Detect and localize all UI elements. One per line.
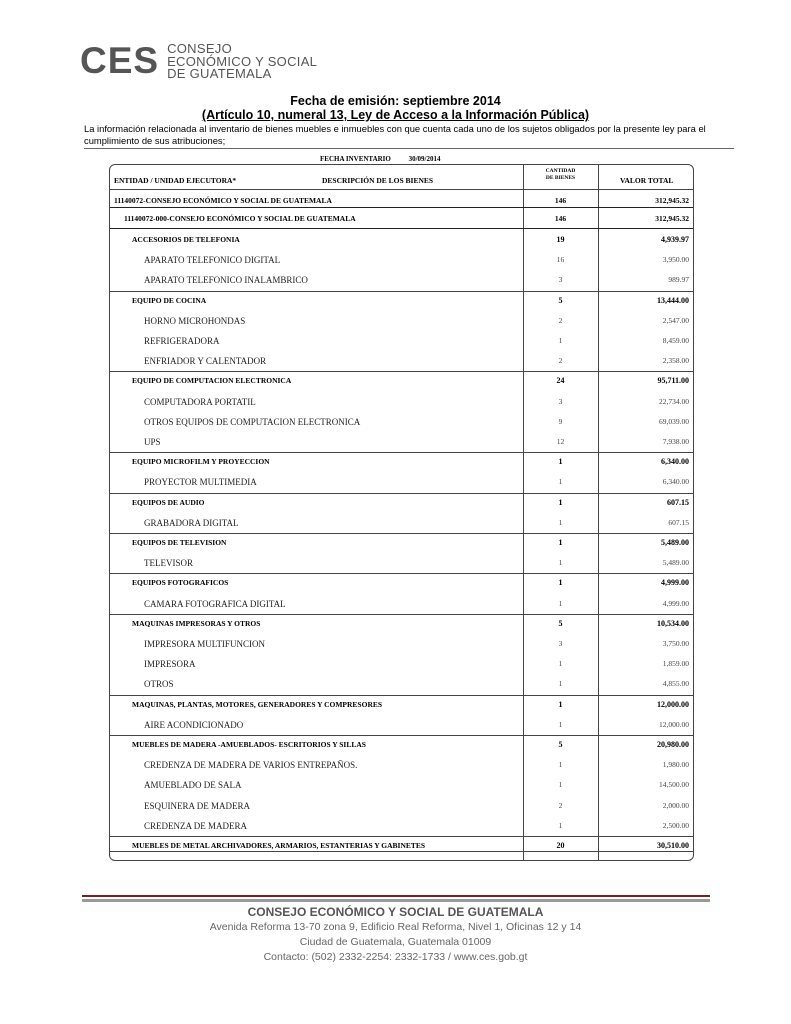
item-value: 4,855.00 — [662, 679, 689, 689]
category-row — [110, 615, 693, 635]
item-value: 2,547.00 — [662, 315, 689, 325]
entity-label: 11140072-000-CONSEJO ECONÓMICO Y SOCIAL DE GUATEMALA — [124, 214, 356, 223]
category-quantity: 1 — [558, 699, 563, 709]
item-quantity: 2 — [558, 800, 563, 810]
ces-logo — [80, 42, 317, 81]
category-row — [110, 837, 693, 857]
item-row — [110, 271, 693, 291]
entity-quantity: 146 — [554, 196, 567, 205]
item-quantity: 1 — [558, 820, 563, 830]
item-row — [110, 433, 693, 453]
category-description: MUEBLES DE METAL ARCHIVADORES, ARMARIOS, ESTANTERIAS Y GABINETES — [132, 841, 426, 850]
col-header-value: VALOR TOTAL — [620, 176, 674, 185]
item-row — [110, 716, 693, 736]
item-quantity: 1 — [558, 760, 563, 770]
category-quantity: 1 — [558, 457, 563, 467]
category-row — [110, 696, 693, 716]
category-description: EQUIPOS DE TELEVISION — [132, 538, 227, 547]
col-header-entity: ENTIDAD / UNIDAD EJECUTORA* — [114, 176, 237, 185]
item-row — [110, 413, 693, 433]
item-row — [110, 675, 693, 695]
category-value: 4,939.97 — [661, 235, 689, 244]
row-rule — [110, 207, 693, 208]
item-quantity: 1 — [558, 679, 563, 689]
item-value: 2,500.00 — [662, 820, 689, 830]
footer-city: Ciudad de Guatemala, Guatemala 01009 — [299, 936, 492, 948]
footer-contact: Contacto: (502) 2332-2254: 2332-1733 / www.ces.gob.gt — [263, 951, 528, 963]
item-description: CAMARA FOTOGRAFICA DIGITAL — [144, 598, 286, 609]
item-value: 1,859.00 — [662, 659, 689, 669]
category-description: EQUIPOS FOTOGRAFICOS — [132, 578, 229, 588]
category-value: 6,340.00 — [661, 457, 689, 467]
inventory-date — [320, 155, 441, 163]
item-row — [110, 595, 693, 615]
category-quantity: 20 — [556, 841, 565, 850]
item-quantity: 2 — [558, 356, 563, 366]
category-description: MAQUINAS, PLANTAS, MOTORES, GENERADORES Y COMPRESORES — [132, 699, 383, 709]
inventory-date-value: 30/09/2014 — [408, 155, 441, 163]
item-row — [110, 332, 693, 352]
category-row — [110, 292, 693, 312]
inventory-table — [109, 164, 694, 861]
item-row — [110, 635, 693, 655]
category-quantity: 1 — [558, 538, 563, 547]
item-description: HORNO MICROHONDAS — [144, 315, 246, 326]
item-description: OTROS EQUIPOS DE COMPUTACION ELECTRONICA — [144, 416, 361, 427]
item-description: CREDENZA DE MADERA DE VARIOS ENTREPAÑOS. — [144, 760, 358, 771]
item-row — [110, 473, 693, 493]
item-row — [110, 797, 693, 817]
row-rule — [110, 228, 693, 229]
item-description: ENFRIADOR Y CALENTADOR — [144, 356, 267, 367]
intro-paragraph: La información relacionada al inventario de bienes muebles e inmuebles con que cuenta cada uno de los sujetos obligados por la presente ley para el cumplimiento de sus atribuciones; — [84, 123, 706, 146]
item-description: AMUEBLADO DE SALA — [144, 780, 242, 791]
item-quantity: 3 — [558, 275, 563, 285]
col-header-description: DESCRIPCIÓN DE LOS BIENES — [322, 176, 434, 185]
category-description: MUEBLES DE MADERA -AMUEBLADOS- ESCRITORIOS Y SILLAS — [132, 740, 366, 749]
item-value: 989.97 — [668, 275, 689, 285]
logo-text — [167, 43, 317, 81]
category-quantity: 19 — [556, 235, 565, 244]
item-row — [110, 251, 693, 271]
item-value: 3,950.00 — [662, 255, 689, 265]
item-value: 1,980.00 — [662, 760, 689, 770]
inventory-date-label: FECHA INVENTARIO — [320, 155, 391, 163]
col-header-quantity-2: DE BIENES — [545, 175, 576, 181]
item-row — [110, 756, 693, 776]
item-description: APARATO TELEFONICO INALAMBRICO — [144, 275, 308, 286]
item-row — [110, 514, 693, 534]
entity-label: 11140072-CONSEJO ECONÓMICO Y SOCIAL DE GUATEMALA — [114, 196, 332, 205]
item-row — [110, 655, 693, 675]
item-value: 14,500.00 — [659, 780, 689, 790]
item-quantity: 16 — [556, 255, 565, 265]
item-value: 4,999.00 — [662, 598, 689, 608]
item-value: 607.15 — [668, 517, 689, 527]
category-value: 10,534.00 — [657, 618, 689, 628]
footer-rule — [82, 895, 710, 897]
category-description: EQUIPOS DE AUDIO — [132, 497, 205, 507]
category-value: 5,489.00 — [661, 538, 689, 547]
item-quantity: 1 — [558, 336, 563, 345]
footer-address: Avenida Reforma 13-70 zona 9, Edificio Real Reforma, Nivel 1, Oficinas 12 y 14 — [209, 921, 582, 933]
logo-line-3: DE GUATEMALA — [167, 66, 272, 81]
category-quantity: 1 — [558, 497, 563, 507]
item-description: APARATO TELEFONICO DIGITAL — [144, 255, 281, 266]
item-row — [110, 554, 693, 574]
item-description: ESQUINERA DE MADERA — [144, 800, 251, 811]
category-quantity: 1 — [558, 578, 563, 588]
item-value: 69,039.00 — [659, 416, 689, 426]
category-description: EQUIPO DE COMPUTACION ELECTRONICA — [132, 376, 292, 386]
entity-value: 312,945.32 — [655, 214, 689, 223]
category-value: 607.15 — [667, 497, 689, 507]
item-row — [110, 393, 693, 413]
item-quantity: 1 — [558, 719, 563, 729]
item-description: COMPUTADORA PORTATIL — [144, 396, 256, 407]
item-value: 22,734.00 — [659, 396, 689, 406]
item-quantity: 1 — [558, 598, 563, 608]
item-description: PROYECTOR MULTIMEDIA — [144, 477, 257, 488]
category-row — [110, 736, 693, 756]
item-description: REFRIGERADORA — [144, 336, 220, 346]
category-quantity: 5 — [558, 295, 563, 305]
item-quantity: 1 — [558, 659, 563, 669]
logo-line-1: CONSEJO — [167, 41, 233, 56]
category-row — [110, 494, 693, 514]
entity-value: 312,945.32 — [655, 196, 689, 205]
category-description: EQUIPO MICROFILM Y PROYECCION — [132, 457, 270, 467]
category-value: 95,711.00 — [657, 376, 689, 386]
item-row — [110, 776, 693, 796]
category-description: EQUIPO DE COCINA — [132, 295, 207, 305]
item-quantity: 1 — [558, 558, 563, 568]
item-description: TELEVISOR — [144, 558, 193, 569]
category-quantity: 5 — [558, 740, 563, 749]
item-value: 7,938.00 — [662, 437, 689, 446]
item-quantity: 12 — [556, 437, 565, 446]
item-description: IMPRESORA — [144, 659, 196, 670]
category-quantity: 5 — [558, 618, 563, 628]
category-row — [110, 231, 693, 251]
item-quantity: 3 — [558, 396, 563, 406]
item-value: 2,358.00 — [662, 356, 689, 366]
item-row — [110, 312, 693, 332]
article-heading: (Artículo 10, numeral 13, Ley de Acceso a la Información Pública) — [201, 108, 590, 122]
item-row — [110, 817, 693, 837]
item-value: 2,000.00 — [662, 800, 689, 810]
item-description: AIRE ACONDICIONADO — [144, 719, 244, 730]
item-value: 8,459.00 — [662, 336, 689, 345]
col-header-quantity-1: CANTIDAD — [545, 168, 576, 174]
header-rule — [110, 189, 693, 190]
item-value: 12,000.00 — [659, 719, 689, 729]
category-quantity: 24 — [556, 376, 565, 386]
item-quantity: 1 — [558, 517, 563, 527]
category-row — [110, 372, 693, 392]
item-description: GRABADORA DIGITAL — [144, 517, 239, 528]
item-description: IMPRESORA MULTIFUNCION — [144, 639, 265, 649]
category-row — [110, 534, 693, 554]
footer-org: CONSEJO ECONÓMICO Y SOCIAL DE GUATEMALA — [247, 905, 544, 919]
item-quantity: 1 — [558, 780, 563, 790]
item-value: 6,340.00 — [662, 477, 689, 487]
item-description: OTROS — [144, 679, 174, 690]
category-row — [110, 453, 693, 473]
col-header-quantity — [523, 168, 598, 182]
entity-quantity: 146 — [554, 214, 567, 223]
category-description: MAQUINAS IMPRESORAS Y OTROS — [132, 618, 261, 628]
row-rule — [110, 851, 693, 852]
item-quantity: 1 — [558, 477, 563, 487]
entity-row — [110, 192, 693, 212]
item-quantity: 3 — [558, 639, 563, 648]
footer-rule — [82, 899, 710, 902]
category-value: 4,999.00 — [661, 578, 689, 588]
category-value: 30,510.00 — [657, 841, 689, 850]
category-value: 20,980.00 — [657, 740, 689, 749]
entity-row — [110, 210, 693, 230]
item-quantity: 9 — [558, 416, 563, 426]
category-row — [110, 574, 693, 594]
issue-date-heading: Fecha de emisión: septiembre 2014 — [290, 94, 501, 108]
item-description: UPS — [144, 437, 161, 447]
logo-line-2: ECONÓMICO Y SOCIAL — [167, 53, 318, 69]
item-row — [110, 352, 693, 372]
item-quantity: 2 — [558, 315, 563, 325]
category-value: 12,000.00 — [657, 699, 689, 709]
category-description: ACCESORIOS DE TELEFONIA — [132, 235, 240, 244]
divider — [84, 148, 734, 149]
item-description: CREDENZA DE MADERA — [144, 820, 247, 831]
item-value: 5,489.00 — [662, 558, 689, 568]
category-value: 13,444.00 — [657, 295, 689, 305]
logo-mark: CES — [80, 40, 160, 81]
item-value: 3,750.00 — [662, 639, 689, 648]
